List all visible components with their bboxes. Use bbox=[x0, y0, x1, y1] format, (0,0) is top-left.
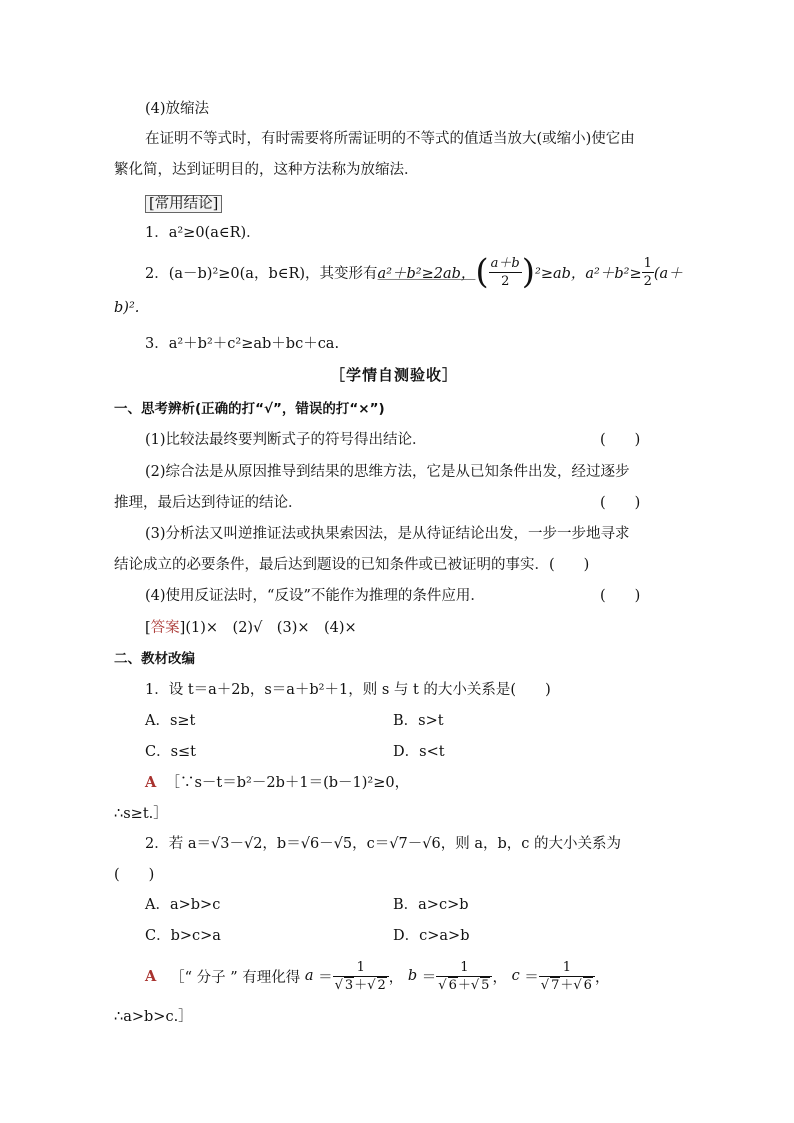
option-d: D．c>a>b bbox=[393, 928, 470, 944]
solution-2: A ［“ 分子 ” 有理化得 a ＝ $\frac{1}{√ 3+√ 2}$ ， b ＝ $\frac{1}{√ 6+√ 5}$ ， c ＝ $\frac{1}{√ 7+√ 6}$ ， bbox=[145, 959, 610, 993]
problem-2: 2．若 a＝√3－√2，b＝√6－√5，c＝√7－√6，则 a，b，c 的大小关系为 bbox=[145, 836, 621, 852]
section-heading: ［学情自测验收］ bbox=[330, 366, 459, 384]
option-d: D．s<t bbox=[393, 744, 445, 760]
answer-blank: ( ) bbox=[600, 495, 641, 511]
section-title: (4)放缩法 bbox=[145, 101, 210, 117]
problem-2-cont: ( ) bbox=[114, 867, 155, 883]
fraction: $\frac{1}{2}$ bbox=[643, 255, 652, 289]
part1-heading: 一、思考辨析(正确的打“√”，错误的打“×”) bbox=[114, 401, 385, 417]
part2-heading: 二、教材改编 bbox=[114, 651, 195, 667]
conclusions-header: [常用结论] bbox=[145, 192, 222, 213]
option-a: A．a>b>c bbox=[145, 897, 221, 913]
option-b: B．a>c>b bbox=[393, 897, 469, 913]
paragraph-line: 繁化简，达到证明目的，这种方法称为放缩法． bbox=[114, 162, 419, 178]
solution-1-cont: ∴s≥t.］ bbox=[114, 806, 168, 822]
solution-2-cont: ∴a>b>c.］ bbox=[114, 1009, 193, 1025]
solution-1: A ［∵s－t＝b²－2b＋1＝(b－1)²≥0， bbox=[145, 774, 410, 791]
question-3-cont: 结论成立的必要条件，最后达到题设的已知条件或已被证明的事实．( ) bbox=[114, 557, 590, 573]
answer-blank: ( ) bbox=[600, 588, 641, 604]
fraction: $\frac{1}{√ 7+√ 6}$ bbox=[539, 961, 595, 992]
question-2-cont: 推理，最后达到待证的结论． bbox=[114, 495, 303, 511]
question-1: (1)比较法最终要判断式子的符号得出结论． bbox=[145, 432, 427, 448]
problem-1: 1．设 t＝a＋2b，s＝a＋b²＋1，则 s 与 t 的大小关系是( ) bbox=[145, 682, 551, 698]
paragraph-line: 在证明不等式时，有时需要将所需证明的不等式的值适当放大(或缩小)使它由 bbox=[145, 131, 635, 147]
fraction: $\frac{1}{√ 6+√ 5}$ bbox=[436, 961, 492, 992]
fraction: $\frac{a+b}{2}$ bbox=[490, 255, 520, 289]
answer-line: [答案](1)× (2)√ (3)× (4)× bbox=[145, 620, 357, 636]
question-4: (4)使用反证法时，“反设”不能作为推理的条件应用． bbox=[145, 588, 485, 604]
conclusion-1: 1．a²≥0(a∈R)． bbox=[145, 225, 261, 241]
conclusion-2: 2．(a－b)²≥0(a，b∈R)，其变形有 a²＋b²≥2ab， ( $\frac{a+b}{2}$ ) ²≥ab，a²＋b²≥ $\frac{1}{2}$ (a＋ bbox=[145, 252, 683, 292]
question-3: (3)分析法又叫逆推证法或执果索因法，是从待证结论出发，一步一步地寻求 bbox=[145, 526, 630, 542]
option-b: B．s>t bbox=[393, 713, 444, 729]
option-c: C．s≤t bbox=[145, 744, 197, 760]
option-a: A．s≥t bbox=[145, 713, 196, 729]
question-2: (2)综合法是从原因推导到结果的思维方法，它是从已知条件出发，经过逐步 bbox=[145, 464, 630, 480]
conclusion-3: 3．a²＋b²＋c²≥ab＋bc＋ca. bbox=[145, 336, 340, 352]
option-c: C．b>c>a bbox=[145, 928, 221, 944]
fraction: $\frac{1}{√ 3+√ 2}$ bbox=[333, 961, 389, 992]
conclusion-2-cont: b)². bbox=[114, 300, 140, 316]
answer-blank: ( ) bbox=[600, 432, 641, 448]
